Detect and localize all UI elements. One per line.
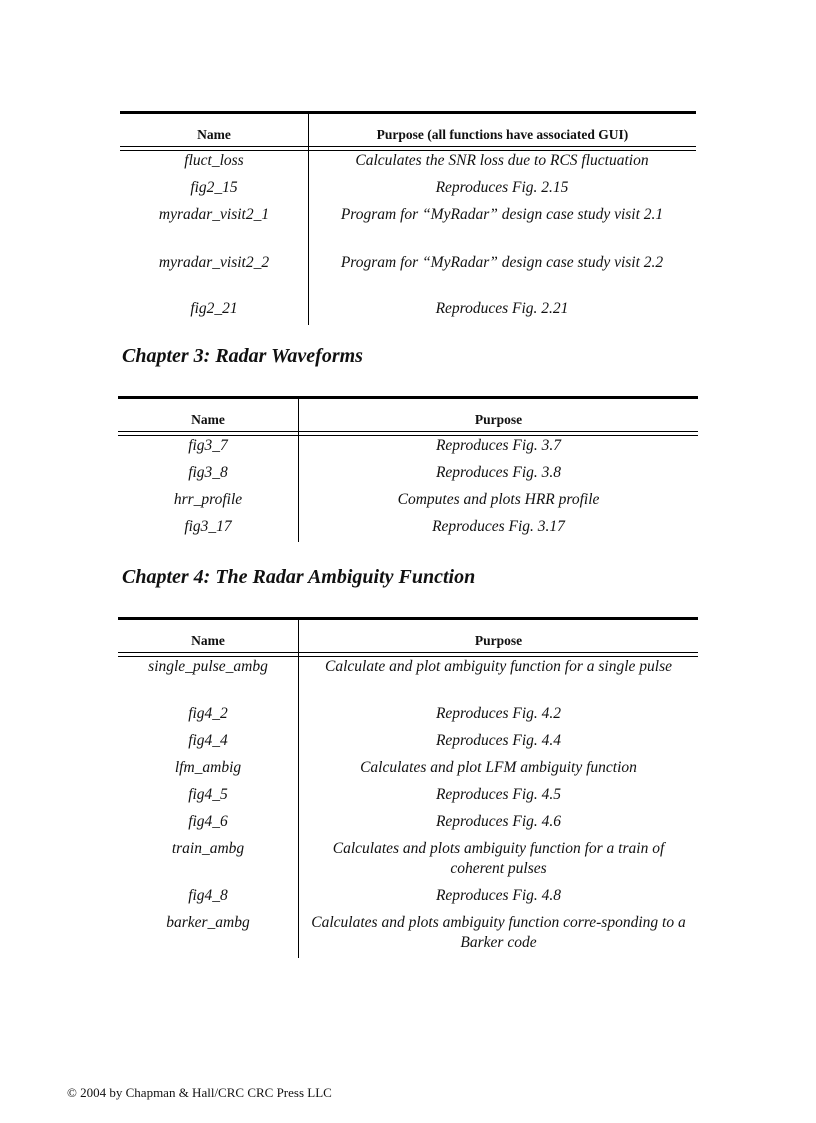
row-name: fig2_21: [190, 300, 238, 317]
row-name: fluct_loss: [184, 152, 244, 169]
row-purpose: Reproduces Fig. 3.7: [435, 437, 562, 454]
row-purpose: Calculates the SNR loss due to RCS fluctuation: [355, 152, 649, 169]
purpose-column-header: Purpose: [474, 412, 523, 427]
row-purpose: Calculates and plots ambiguity function corre-sponding to a Barker code: [311, 914, 686, 951]
row-purpose: Reproduces Fig. 2.15: [435, 179, 569, 196]
row-purpose: Reproduces Fig. 4.8: [435, 887, 562, 904]
name-column-header: Name: [197, 127, 231, 142]
row-name: fig4_4: [188, 732, 228, 749]
copyright-footer: © 2004 by Chapman & Hall/CRC CRC Press LLC: [67, 1085, 332, 1100]
row-name: fig4_5: [188, 786, 228, 803]
row-purpose: Reproduces Fig. 4.5: [435, 786, 562, 803]
table-top-rule: [118, 617, 698, 620]
row-purpose: Calculate and plot ambiguity function for a single pulse: [324, 658, 672, 675]
table-top-rule: [118, 396, 698, 399]
row-name: fig3_7: [188, 437, 228, 454]
row-name: myradar_visit2_2: [158, 254, 270, 271]
row-name: fig3_17: [184, 518, 232, 535]
row-purpose: Reproduces Fig. 2.21: [435, 300, 569, 317]
name-column-header: Name: [191, 633, 225, 648]
purpose-column-header: Purpose (all functions have associated GUI): [376, 127, 629, 142]
column-divider: [298, 620, 299, 958]
row-purpose: Reproduces Fig. 3.17: [432, 518, 565, 535]
row-purpose: Program for “MyRadar” design case study visit 2.1: [340, 206, 664, 223]
row-name: myradar_visit2_1: [158, 206, 270, 223]
row-name: single_pulse_ambg: [148, 658, 268, 675]
row-name: fig4_6: [188, 813, 228, 830]
row-name: fig2_15: [190, 179, 238, 196]
name-column-header: Name: [191, 412, 225, 427]
row-name: barker_ambg: [166, 914, 250, 931]
row-name: hrr_profile: [173, 491, 243, 508]
row-purpose: Reproduces Fig. 3.8: [435, 464, 562, 481]
table-top-rule: [120, 111, 696, 114]
row-purpose: Reproduces Fig. 4.6: [435, 813, 562, 830]
purpose-column-header: Purpose: [474, 633, 523, 648]
row-purpose: Reproduces Fig. 4.2: [435, 705, 562, 722]
chapter-4-heading: Chapter 4: The Radar Ambiguity Function: [122, 566, 476, 588]
row-purpose: Reproduces Fig. 4.4: [435, 732, 562, 749]
table-chapter-2: [120, 111, 696, 325]
chapter-3-heading: Chapter 3: Radar Waveforms: [122, 345, 363, 367]
row-purpose: Calculates and plot LFM ambiguity function: [360, 759, 637, 776]
row-name: lfm_ambig: [174, 759, 242, 776]
row-name: fig4_8: [188, 887, 228, 904]
row-name: fig4_2: [188, 705, 228, 722]
table-chapter-3: [118, 396, 698, 542]
row-name: fig3_8: [188, 464, 228, 481]
table-chapter-4: [118, 617, 698, 958]
row-purpose: Computes and plots HRR profile: [397, 491, 600, 508]
row-purpose: Calculates and plots ambiguity function for a train of coherent pulses: [332, 840, 665, 877]
row-name: train_ambg: [171, 840, 245, 857]
row-purpose: Program for “MyRadar” design case study visit 2.2: [340, 254, 664, 271]
